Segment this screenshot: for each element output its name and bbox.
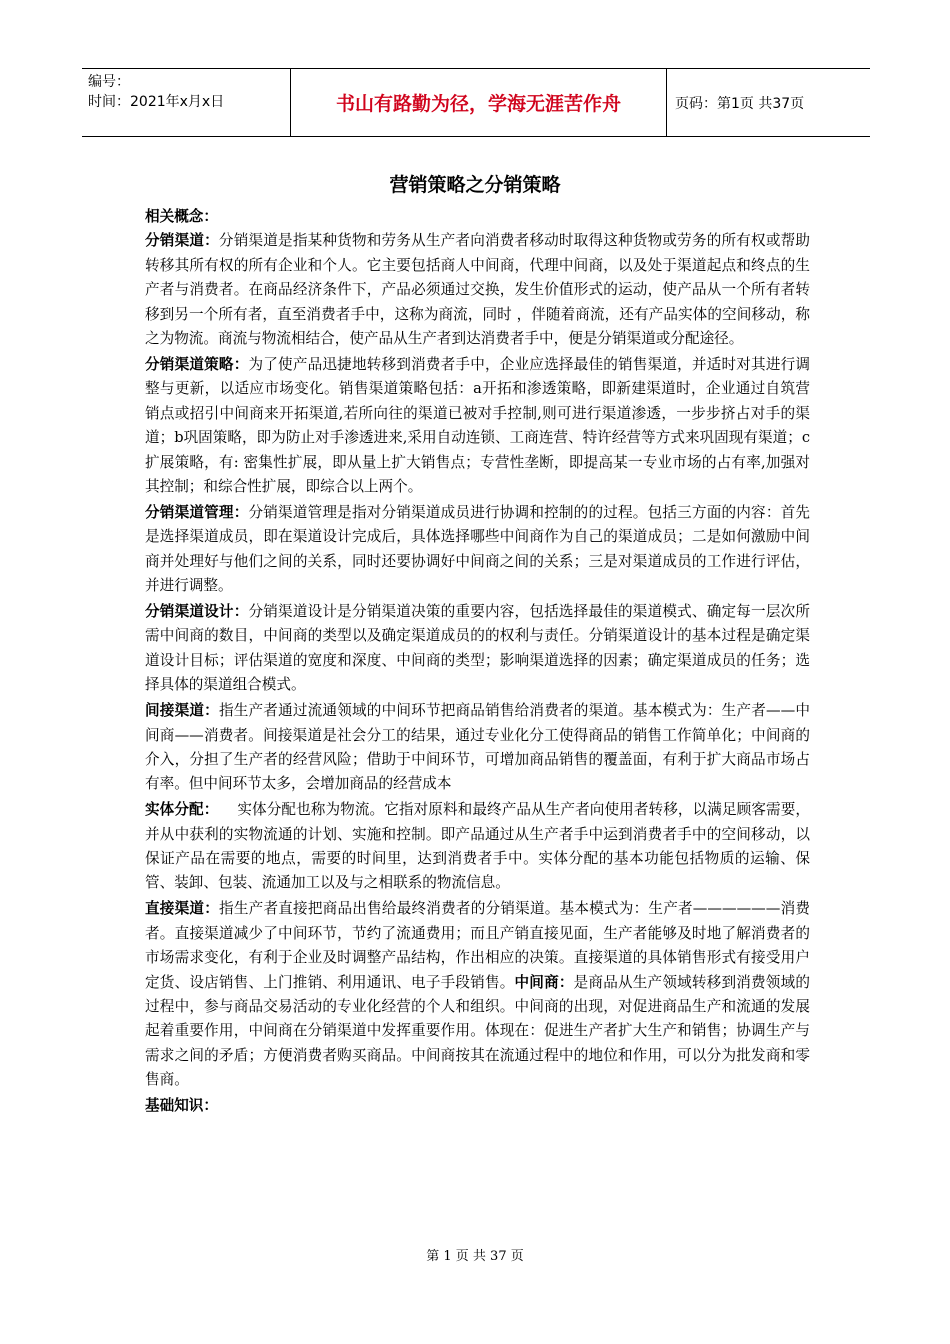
paragraph-text: 分销渠道设计是分销渠道决策的重要内容，包括选择最佳的渠道模式、确定每一层次所需中间商的数目，中间商的类型以及确定渠道成员的的权利与责任。分销渠道设计的基本过程是确定渠道设计目标；评估渠道的宽度和深度、中间商的类型；影响渠道选择的因素；确定渠道成员的任务；选择具体的渠道组合模式。 bbox=[145, 603, 810, 694]
term-label: 分销渠道： bbox=[145, 232, 219, 250]
section-heading-related: 相关概念： bbox=[145, 208, 218, 225]
term-label: 分销渠道策略： bbox=[145, 355, 249, 373]
page-header bbox=[82, 68, 870, 137]
paragraph-distribution-channel bbox=[145, 229, 810, 351]
paragraph-physical-distribution bbox=[145, 798, 810, 896]
term-label: 分销渠道管理： bbox=[145, 503, 249, 521]
header-meta bbox=[82, 69, 291, 136]
term-label: 分销渠道设计： bbox=[145, 603, 249, 620]
paragraph-indirect-channel bbox=[145, 699, 810, 797]
paragraph-channel-design bbox=[145, 600, 810, 698]
paragraph-channel-management bbox=[145, 501, 810, 599]
page-footer: 第 1 页 共 37 页 bbox=[426, 1249, 524, 1264]
paragraph-text: 实体分配也称为物流。它指对原料和最终产品从生产者向使用者转移，以满足顾客需要，并从中获利的实物流通的计划、实施和控制。即产品通过从生产者手中运到消费者手中的空间移动，以保证产品在需要的地点，需要的时间里，达到消费者手中。实体分配的基本功能包括物质的运输、保管、装卸、包装、流通加工以及与之相联系的物流信息。 bbox=[145, 801, 810, 892]
paragraph-direct-channel bbox=[145, 897, 810, 1092]
term-label: 直接渠道： bbox=[145, 900, 220, 918]
paragraph-text: 指生产者直接把商品出售给最终消费者的分销渠道。基本模式为：生产者——————消费者。直接渠道减少了中间环节，节约了流通费用；而且产销直接见面，生产者能够及时地了解消费者的市场需求变化，有利于企业及时调整产品结构，作出相应的决策。直接渠道的具体销售形式有接受用户定货、设店销售、上门推销、利用通讯、电子手段销售。 bbox=[145, 900, 810, 991]
paragraph-text: 为了使产品迅捷地转移到消费者手中，企业应选择最佳的销售渠道，并适时对其进行调整与更新，以适应市场变化。销售渠道策略包括：a开拓和渗透策略，即新建渠道时，企业通过自筑营销点或招引中间商来开拓渠道,若所向往的渠道已被对手控制,则可进行渠道渗透，一步步挤占对手的渠道；b巩固策略，即为防止对手渗透进来,采用自动连锁、工商连营、特许经营等方式来巩固现有渠道；c扩展策略，有: 密集性扩展，即从量上扩大销售点；专营性垄断，即提高某一专业市场的占有率,加强对其控制；和综合性扩展，即综合以上两个。 bbox=[145, 355, 810, 495]
section-heading-basic: 基础知识： bbox=[145, 1097, 218, 1115]
term-label-middleman: 中间商： bbox=[514, 973, 574, 991]
term-label: 实体分配： bbox=[145, 801, 219, 819]
header-page-info: 页码：第1页 共37页 bbox=[675, 95, 805, 112]
number-label: 编号： bbox=[88, 74, 130, 90]
term-label: 间接渠道： bbox=[145, 702, 219, 720]
document-body bbox=[145, 205, 810, 1119]
document-title: 营销策略之分销策略 bbox=[389, 174, 561, 196]
paragraph-text: 分销渠道是指某种货物和劳务从生产者向消费者移动时取得这种货物或劳务的所有权或帮助转移其所有权的所有企业和个人。它主要包括商人中间商，代理中间商，以及处于渠道起点和终点的生产者与消费者。在商品经济条件下，产品必须通过交换，发生价值形式的运动，使产品从一个所有者转移到另一个所有者，直至消费者手中，这称为商流，同时 ，伴随着商流，还有产品实体的空间移动，称之为物流。商流与物流相结合，使产品从生产者到达消费者手中，便是分销渠道或分配途径。 bbox=[145, 232, 810, 348]
header-motto: 书山有路勤为径，学海无涯苦作舟 bbox=[291, 69, 667, 136]
paragraph-channel-strategy bbox=[145, 353, 810, 499]
paragraph-text: 指生产者通过流通领域的中间环节把商品销售给消费者的渠道。基本模式为：生产者——中间商——消费者。间接渠道是社会分工的结果，通过专业化分工使得商品的销售工作简单化；中间商的介入，分担了生产者的经营风险；借助于中间环节，可增加商品销售的覆盖面，有利于扩大商品市场占有率。但中间环节太多，会增加商品的经营成本 bbox=[145, 702, 810, 793]
paragraph-text-middleman: 是商品从生产领域转移到消费领域的过程中，参与商品交易活动的专业化经营的个人和组织。中间商的出现，对促进商品生产和流通的发展起着重要作用，中间商在分销渠道中发挥重要作用。体现在：促进生产者扩大生产和销售；协调生产与需求之间的矛盾；方便消费者购买商品。中间商按其在流通过程中的地位和作用，可以分为批发商和零售商。 bbox=[145, 973, 810, 1089]
paragraph-text: 分销渠道管理是指对分销渠道成员进行协调和控制的的过程。包括三方面的内容：首先是选择渠道成员，即在渠道设计完成后，具体选择哪些中间商作为自己的渠道成员；二是如何激励中间商并处理好与他们之间的关系，同时还要协调好中间商之间的关系；三是对渠道成员的工作进行评估，并进行调整。 bbox=[145, 503, 810, 595]
date-label: 时间：2021年x月x日 bbox=[88, 94, 225, 110]
